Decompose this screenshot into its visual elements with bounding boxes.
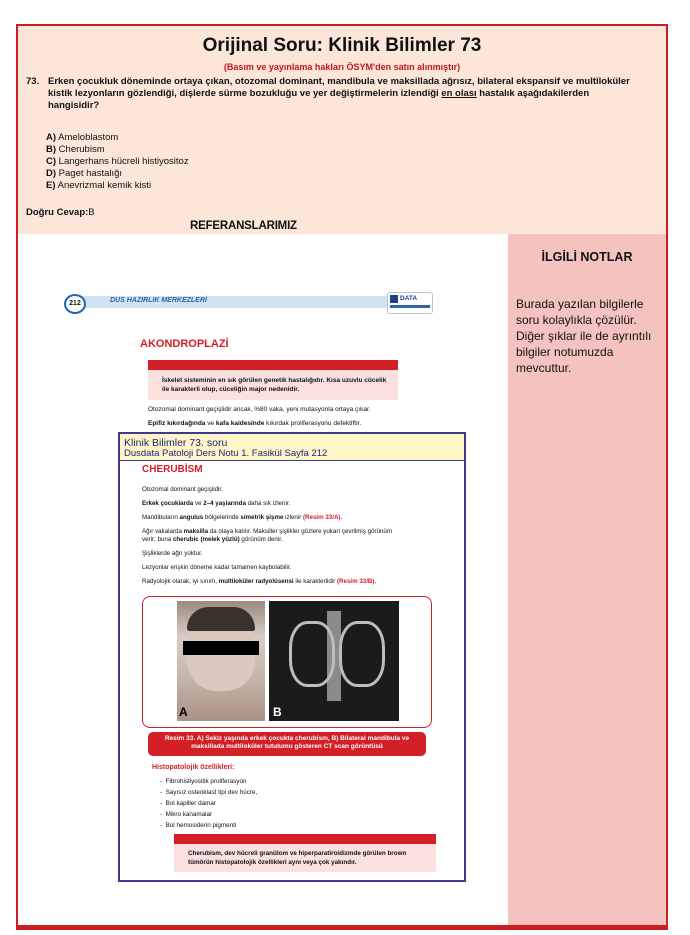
list-item: - Fibrohistiyositik proliferasyon xyxy=(160,778,247,785)
text-line: Lezyonlar erişkin döneme kadar tamamen kaybolabilir. xyxy=(142,564,292,571)
list-item: - Bol kapiller damar xyxy=(160,800,217,807)
photo-label-a: A xyxy=(179,705,188,719)
option-a: A) Ameloblastom xyxy=(46,132,119,143)
question-stem-part2: hastalık aşağıdakilerden hangisidir? xyxy=(48,88,590,111)
question-text xyxy=(26,76,636,112)
list-item: - Bol hemosiderin pigmenti xyxy=(160,822,237,829)
ct-scan-image xyxy=(269,601,399,721)
section-title-cherubism: CHERUBİSM xyxy=(142,464,203,475)
text-line: Epifiz kıkırdağında ve kafa kaidesinde kıkırdak proliferasyonu defektiftir. xyxy=(148,420,362,427)
option-d: D) Paget hastalığı xyxy=(46,168,123,179)
histopathology-list xyxy=(160,776,257,831)
option-b: B) Cherubism xyxy=(46,144,105,155)
photo-label-b: B xyxy=(273,705,282,719)
option-e: E) Anevrizmal kemik kisti xyxy=(46,180,152,191)
reference-header: Klinik Bilimler 73. soru Dusdata Patoloji Ders Notu 1. Fasikül Sayfa 212 xyxy=(120,434,464,461)
option-c: C) Langerhans hücreli histiyositoz xyxy=(46,156,189,167)
references-title: REFERANSLARIMIZ xyxy=(190,220,297,232)
text-line: Ağır vakalarda maksilla da olaya katılır. Maksiller şişlikler gözlere yukarı çevrilmiş görünüm xyxy=(142,528,393,535)
notes-panel xyxy=(508,234,666,928)
reference-box xyxy=(118,432,466,882)
page-title: Orijinal Soru: Klinik Bilimler 73 xyxy=(202,35,482,56)
text-line: Radyolojik olarak, iyi sınırlı, multiloküler radyolüsensi ile karakterlidir (Resim 33/B). xyxy=(142,578,377,585)
publisher-logo: DATA xyxy=(387,292,433,314)
list-item: - Sayısız osteoklast tipi dev hücre, xyxy=(160,789,258,796)
bottom-border xyxy=(18,925,666,928)
page-number: 212 xyxy=(64,294,86,314)
page-header-bar: DUS HAZIRLIK MERKEZLERİ xyxy=(75,296,425,308)
info-box: Cherubism, dev hücreli granülom ve hiperparatiroidizmde görülen brown tümörün histopatolojik özellikleri aynı veya çok yakındır. xyxy=(174,834,436,872)
info-box: İskelet sisteminin en sık görülen genetik hastalığıdır. Kısa uzuvlu cücelik ile karakterli olup, cüceliğin major nedenidir. xyxy=(148,360,398,400)
notes-title: İLGİLİ NOTLAR xyxy=(541,250,633,264)
text-line: verir; buna cherubic (melek yüzlü) görünüm denir. xyxy=(142,536,283,543)
answer-label: Doğru Cevap: xyxy=(26,207,89,218)
question-stem-part1: Erken çocukluk döneminde ortaya çıkan, otozomal dominant, mandibula ve maksillada ağrısız, bilateral ekspansif ve multiloküler kistik lezyonların gözlendiği, dişlerde sürme bozukluğu ve yer değiştirmelerin izlendiği xyxy=(48,76,630,99)
question-panel xyxy=(18,26,666,234)
notes-body: Burada yazılan bilgilerle soru kolaylıkla çözülür. Diğer şıklar ile de ayrıntılı bilgiler notumuzda mevcuttur. xyxy=(516,297,652,375)
answer-value: B xyxy=(88,207,95,218)
options-list xyxy=(46,132,189,192)
list-item: - Mikro kanamalar xyxy=(160,811,213,818)
patient-photo xyxy=(177,601,265,721)
text-line: Otozomal dominant geçişlidir. xyxy=(142,486,223,493)
correct-answer xyxy=(26,207,95,218)
image-caption: Resim 33. A) Sekiz yaşında erkek çocukta cherubism, B) Bilateral mandibula ve maksillada multiloküler tutulumu gösteren CT scan görüntüsü xyxy=(148,732,426,756)
section-title-akondroplazi: AKONDROPLAZİ xyxy=(140,338,229,350)
question-number: 73. xyxy=(26,76,40,87)
page-subtitle: (Basım ve yayınlama hakları ÖSYM'den satın alınmıştır) xyxy=(223,62,461,72)
histopathology-title: Histopatolojik özellikleri: xyxy=(152,764,235,771)
text-line: Erkek çocuklarda ve 2–4 yaşlarında daha sık izlenir. xyxy=(142,500,291,507)
image-panel xyxy=(142,596,432,728)
text-line: Otozomal dominant geçişlidir ancak, %80 vaka, yeni mutasyonla ortaya çıkar. xyxy=(148,406,371,413)
text-line: Mandibuların angulus bölgelerinde simetrik şişme izlenir (Resim 33/A). xyxy=(142,514,343,521)
question-stem-underlined: en olası xyxy=(441,88,477,99)
text-line: Şişliklerde ağrı yoktur. xyxy=(142,550,203,557)
